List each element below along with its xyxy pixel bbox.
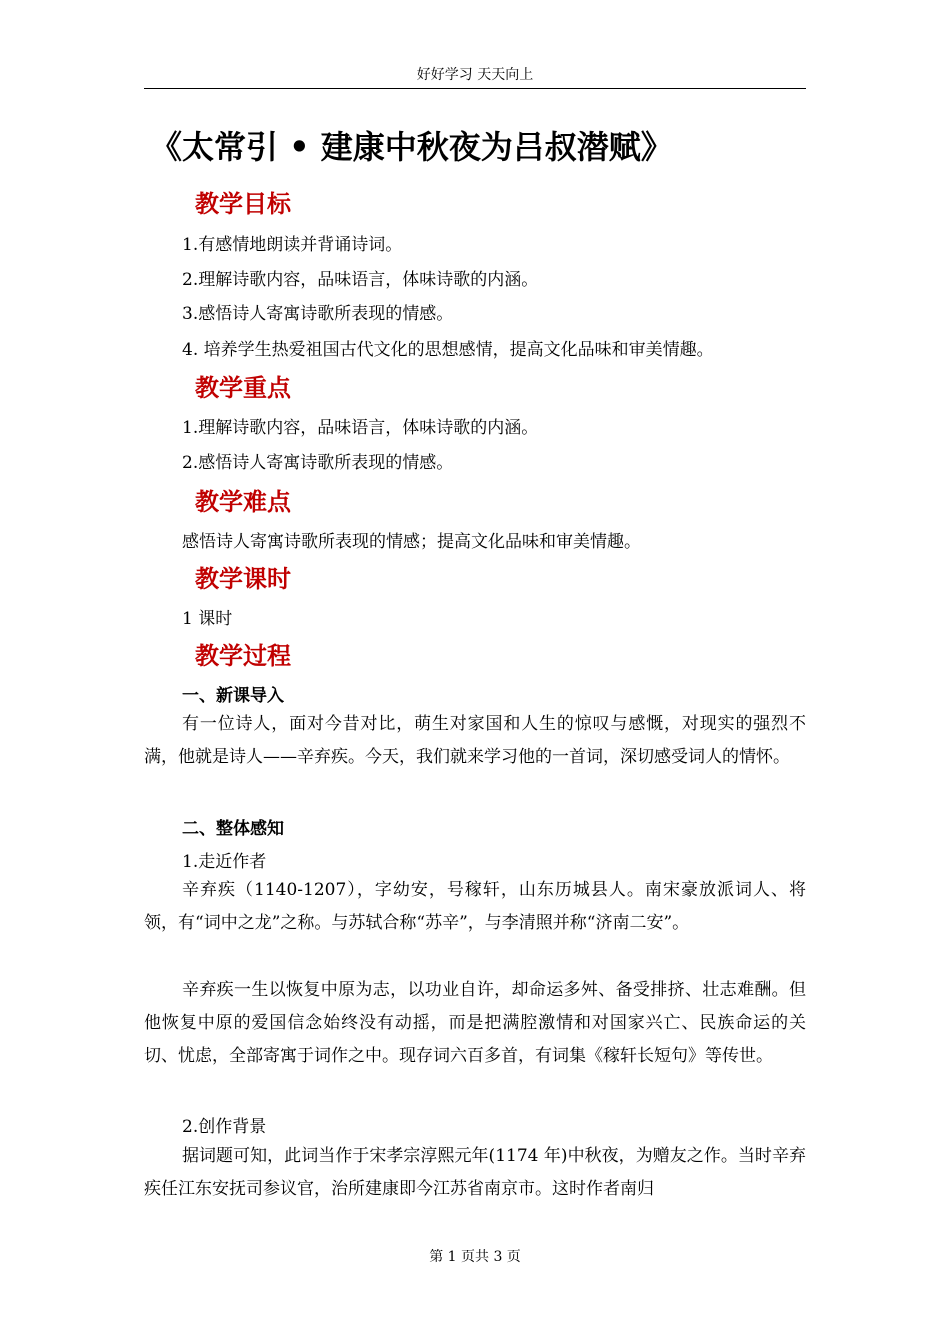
page-footer: 第 1 页共 3 页 [429,1249,521,1265]
process-part1-title: 一、新课导入 [182,686,284,706]
heading-process: 教学过程 [195,642,291,670]
heading-difficulties: 教学难点 [195,488,291,516]
goal-item-1: 1.有感情地朗读并背诵诗词。 [182,235,403,255]
subheading-author: 1.走近作者 [182,852,267,872]
key-point-item-1: 1.理解诗歌内容，品味语言，体味诗歌的内涵。 [182,418,539,438]
heading-key-points: 教学重点 [195,374,291,402]
difficulties-text: 感悟诗人寄寓诗歌所表现的情感；提高文化品味和审美情趣。 [182,532,641,552]
heading-hours: 教学课时 [195,565,291,593]
goal-item-4: 4. 培养学生热爱祖国古代文化的思想感情，提高文化品味和审美情趣。 [182,340,714,360]
page-header: 好好学习 天天向上 [416,67,534,83]
hours-text: 1 课时 [182,609,233,629]
intro-paragraph: 有一位诗人，面对今昔对比，萌生对家国和人生的惊叹与感慨，对现实的强烈不满，他就是诗人——辛弃疾。今天，我们就来学习他的一首词，深切感受词人的情怀。 [144,714,806,767]
goal-item-2: 2.理解诗歌内容，品味语言，体味诗歌的内涵。 [182,270,539,290]
goal-item-3: 3.感悟诗人寄寓诗歌所表现的情感。 [182,304,454,324]
author-paragraph-2: 辛弃疾一生以恢复中原为志，以功业自许，却命运多舛、备受排挤、壮志难酬。但他恢复中原的爱国信念始终没有动摇，而是把满腔激情和对国家兴亡、民族命运的关切、忧虑，全部寄寓于词作之中。现存词六百多首，有词集《稼轩长短句》等传世。 [144,980,806,1066]
author-paragraph-1: 辛弃疾（1140-1207），字幼安，号稼轩，山东历城县人。南宋豪放派词人、将领，有“词中之龙”之称。与苏轼合称“苏辛”，与李清照并称“济南二安”。 [144,880,806,933]
document-title: 《太常引 • 建康中秋夜为吕叔潜赋》 [150,128,673,166]
process-part2-title: 二、整体感知 [182,819,284,839]
background-paragraph: 据词题可知，此词当作于宋孝宗淳熙元年(1174 年)中秋夜，为赠友之作。当时辛弃疾任江东安抚司参议官，治所建康即今江苏省南京市。这时作者南归 [144,1146,806,1199]
key-point-item-2: 2.感悟诗人寄寓诗歌所表现的情感。 [182,453,454,473]
heading-goals: 教学目标 [195,190,291,218]
header-rule [144,88,806,89]
subheading-background: 2.创作背景 [182,1117,267,1137]
